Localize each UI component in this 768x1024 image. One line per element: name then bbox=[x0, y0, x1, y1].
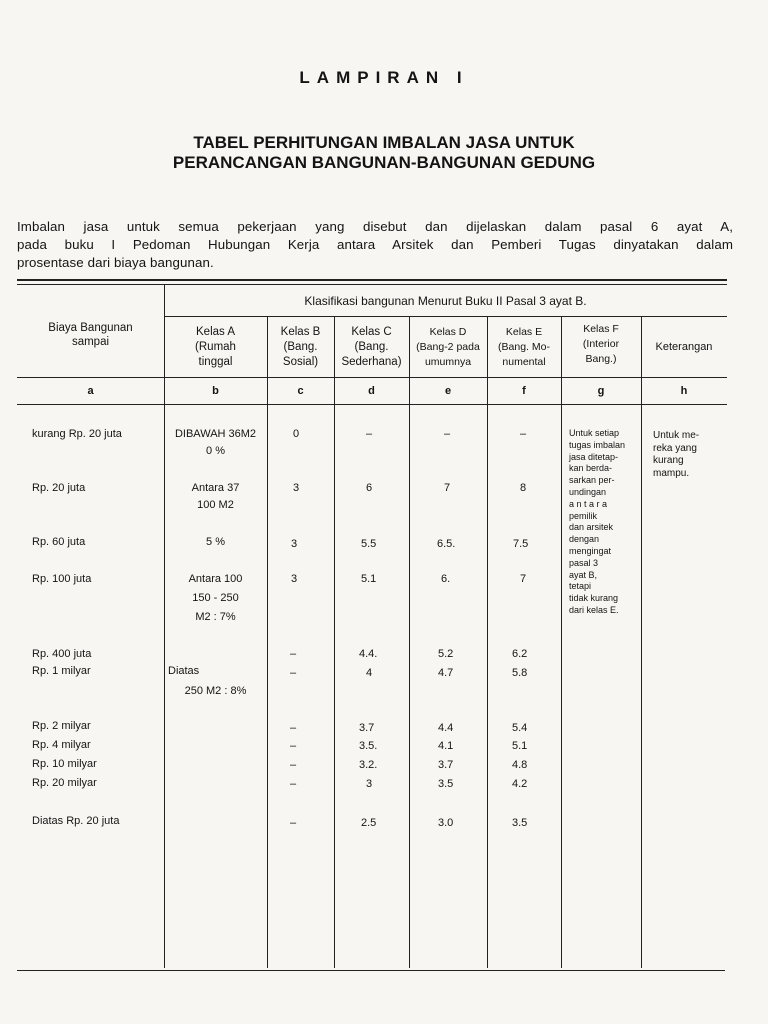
row-kelas-b: 0 bbox=[293, 428, 300, 440]
column-header-kelas-e bbox=[487, 318, 561, 376]
row-kelas-c: 2.5 bbox=[361, 817, 377, 829]
row-kelas-d: 4.1 bbox=[438, 740, 454, 752]
column-divider bbox=[334, 316, 335, 968]
row-kelas-d: 3.7 bbox=[438, 759, 454, 771]
row-biaya: Diatas Rp. 20 juta bbox=[32, 815, 120, 827]
table-top-rule bbox=[17, 279, 727, 281]
row-kelas-a-line: Diatas bbox=[168, 665, 200, 677]
row-kelas-a-line: 250 M2 : 8% bbox=[184, 685, 247, 697]
header-line: Kelas D bbox=[429, 325, 467, 338]
row-kelas-e: 5.8 bbox=[512, 667, 528, 679]
row-kelas-a-line: DIBAWAH 36M2 bbox=[174, 428, 257, 440]
group-header-rule bbox=[164, 316, 727, 317]
classification-group-header: Klasifikasi bangunan Menurut Buku II Pasal 3 ayat B. bbox=[304, 293, 587, 308]
header-line: (Bang. Mo- bbox=[498, 340, 550, 353]
row-biaya: Rp. 4 milyar bbox=[32, 739, 91, 751]
column-divider bbox=[561, 316, 562, 968]
row-kelas-e: 8 bbox=[520, 482, 527, 494]
row-kelas-b: 3 bbox=[291, 538, 298, 550]
row-kelas-a-line: 150 - 250 bbox=[192, 592, 239, 604]
row-kelas-b: 3 bbox=[293, 482, 300, 494]
row-kelas-b: 3 bbox=[291, 573, 298, 585]
note-line: ayat B, bbox=[569, 569, 598, 580]
note-line: kan berda- bbox=[569, 463, 613, 474]
row-kelas-b: – bbox=[290, 648, 297, 660]
note-line: mampu. bbox=[653, 467, 690, 479]
row-kelas-b: – bbox=[290, 722, 297, 734]
row-kelas-c: 5.1 bbox=[361, 573, 377, 585]
header-line: (Bang. bbox=[283, 340, 318, 353]
row-kelas-a-line: 100 M2 bbox=[197, 499, 234, 511]
column-divider bbox=[641, 316, 642, 968]
row-kelas-b: – bbox=[290, 817, 297, 829]
row-kelas-d: 4.7 bbox=[438, 667, 454, 679]
column-divider bbox=[409, 316, 410, 968]
row-kelas-d: – bbox=[444, 428, 451, 440]
letter-row-rule bbox=[17, 404, 727, 405]
column-letter: c bbox=[297, 384, 304, 397]
row-biaya: Rp. 2 milyar bbox=[32, 720, 91, 732]
intro-line: pada buku I Pedoman Hubungan Kerja antara Arsitek dan Pemberi Tugas dinyatakan dalam bbox=[17, 237, 733, 252]
column-header-kelas-a bbox=[164, 318, 267, 376]
note-line: reka yang bbox=[653, 442, 697, 454]
header-line: Kelas E bbox=[505, 325, 543, 338]
column-header-biaya bbox=[17, 316, 164, 354]
column-divider bbox=[487, 316, 488, 968]
note-line: dari kelas E. bbox=[569, 604, 619, 615]
row-kelas-a-line: Antara 100 bbox=[188, 573, 243, 585]
row-kelas-e: – bbox=[520, 428, 527, 440]
row-kelas-d: 4.4 bbox=[438, 722, 454, 734]
header-line: Kelas A bbox=[196, 325, 235, 338]
header-line: Kelas B bbox=[280, 325, 321, 338]
row-kelas-e: 7 bbox=[520, 573, 527, 585]
row-kelas-b: – bbox=[290, 667, 297, 679]
intro-line: Imbalan jasa untuk semua pekerjaan yang disebut dan dijelaskan dalam pasal 6 ayat A, bbox=[17, 219, 733, 234]
row-kelas-e: 5.1 bbox=[512, 740, 528, 752]
column-header-kelas-f bbox=[561, 318, 641, 374]
header-line: umumnya bbox=[424, 355, 472, 368]
row-biaya: Rp. 100 juta bbox=[32, 573, 92, 585]
row-kelas-e: 4.8 bbox=[512, 759, 528, 771]
row-kelas-c: 3 bbox=[366, 778, 373, 790]
row-kelas-c: 3.7 bbox=[359, 722, 375, 734]
row-kelas-e: 6.2 bbox=[512, 648, 528, 660]
note-line: tetapi bbox=[569, 581, 592, 592]
row-biaya: Rp. 60 juta bbox=[32, 536, 86, 548]
document-title bbox=[0, 133, 768, 173]
header-line: tinggal bbox=[198, 355, 233, 368]
row-kelas-d: 3.0 bbox=[438, 817, 454, 829]
column-letter: h bbox=[680, 384, 688, 397]
row-kelas-d: 5.2 bbox=[438, 648, 454, 660]
row-kelas-c: 4.4. bbox=[359, 648, 378, 660]
row-kelas-e: 4.2 bbox=[512, 778, 528, 790]
row-biaya: Rp. 20 milyar bbox=[32, 777, 97, 789]
row-kelas-c: 4 bbox=[366, 667, 373, 679]
note-line: a n t a r a bbox=[569, 498, 608, 509]
row-kelas-c: 5.5 bbox=[361, 538, 377, 550]
row-kelas-e: 3.5 bbox=[512, 817, 528, 829]
column-letter: f bbox=[522, 384, 526, 397]
note-line: sarkan per- bbox=[569, 475, 615, 486]
row-kelas-c: 3.2. bbox=[359, 759, 378, 771]
note-line: kurang bbox=[653, 455, 684, 466]
column-header-kelas-b bbox=[267, 318, 334, 376]
intro-line: prosentase dari biaya bangunan. bbox=[17, 255, 214, 270]
row-kelas-b: – bbox=[290, 740, 297, 752]
header-line: Sosial) bbox=[282, 355, 319, 368]
column-divider bbox=[267, 316, 268, 968]
row-kelas-d: 7 bbox=[444, 482, 451, 494]
row-kelas-e: 7.5 bbox=[513, 538, 529, 550]
table-bottom-rule bbox=[17, 970, 725, 971]
title-line: TABEL PERHITUNGAN IMBALAN JASA UNTUK bbox=[193, 133, 575, 152]
header-line: numental bbox=[502, 355, 546, 368]
column-letter: d bbox=[368, 384, 375, 397]
title-line: PERANCANGAN BANGUNAN-BANGUNAN GEDUNG bbox=[172, 153, 596, 172]
row-kelas-a-line: 5 % bbox=[206, 536, 225, 548]
note-line: mengingat bbox=[569, 545, 612, 556]
note-line: Untuk me- bbox=[653, 430, 700, 441]
header-line: sampai bbox=[71, 336, 110, 348]
header-line: Bang.) bbox=[585, 353, 617, 365]
column-letter: a bbox=[87, 384, 94, 397]
note-line: pemilik bbox=[569, 510, 598, 521]
intro-paragraph bbox=[17, 218, 733, 272]
row-kelas-a-line: Antara 37 bbox=[191, 482, 240, 494]
header-line: (Bang-2 pada bbox=[416, 340, 480, 353]
note-line: jasa ditetap- bbox=[569, 451, 619, 462]
column-header-kelas-d bbox=[409, 318, 487, 376]
header-line: (Rumah bbox=[195, 340, 236, 353]
row-kelas-c: 3.5. bbox=[359, 740, 378, 752]
row-biaya: Rp. 1 milyar bbox=[32, 665, 91, 677]
row-biaya: kurang Rp. 20 juta bbox=[32, 428, 122, 440]
row-kelas-a-line: M2 : 7% bbox=[195, 611, 236, 623]
note-line: dengan bbox=[569, 534, 600, 545]
column-letter: e bbox=[444, 384, 452, 397]
row-kelas-d: 6.5. bbox=[437, 538, 456, 550]
note-line: dan arsitek bbox=[569, 522, 614, 533]
row-biaya: Rp. 20 juta bbox=[32, 482, 86, 494]
column-letter: b bbox=[212, 384, 219, 397]
row-kelas-b: – bbox=[290, 759, 297, 771]
kelas-f-note bbox=[569, 428, 641, 617]
header-line: Biaya Bangunan bbox=[48, 322, 133, 334]
row-kelas-d: 6. bbox=[441, 573, 451, 585]
column-header-kelas-c bbox=[334, 318, 409, 376]
header-line: (Interior bbox=[582, 338, 620, 350]
note-line: Untuk setiap bbox=[569, 428, 620, 438]
row-kelas-a-line: 0 % bbox=[206, 445, 225, 457]
column-header-keterangan bbox=[641, 318, 727, 376]
row-kelas-c: – bbox=[366, 428, 373, 440]
header-line: Kelas F bbox=[583, 323, 619, 335]
row-biaya: Rp. 400 juta bbox=[32, 648, 92, 660]
note-line: tidak kurang bbox=[569, 593, 619, 604]
note-line: tugas imbalan bbox=[569, 439, 626, 450]
document-heading: LAMPIRAN I bbox=[299, 68, 469, 87]
row-kelas-c: 6 bbox=[366, 482, 373, 494]
row-biaya: Rp. 10 milyar bbox=[32, 758, 97, 770]
header-line: (Bang. bbox=[354, 340, 389, 353]
row-kelas-b: – bbox=[290, 778, 297, 790]
header-line: Kelas C bbox=[351, 325, 392, 338]
note-line: undingan bbox=[569, 486, 607, 497]
row-kelas-d: 3.5 bbox=[438, 778, 454, 790]
table-top-rule-inner bbox=[17, 284, 727, 285]
header-line: Keterangan bbox=[655, 340, 713, 353]
row-kelas-e: 5.4 bbox=[512, 722, 528, 734]
column-letter: g bbox=[597, 384, 605, 397]
header-line: Sederhana) bbox=[341, 355, 402, 368]
note-line: pasal 3 bbox=[569, 557, 599, 568]
keterangan-note bbox=[653, 430, 725, 480]
